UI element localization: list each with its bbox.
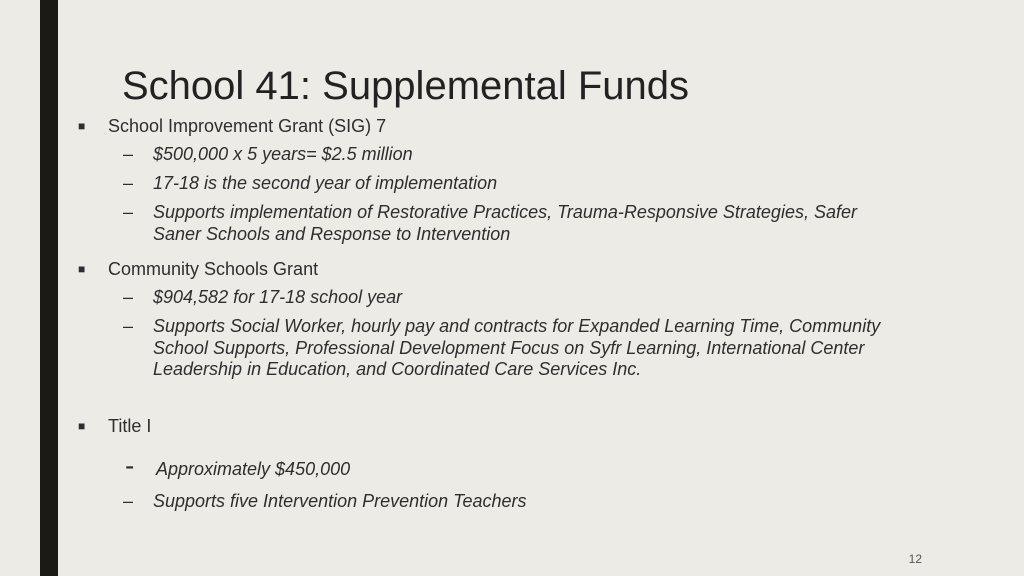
dash-bullet-icon: – xyxy=(123,144,134,164)
square-bullet-icon: ■ xyxy=(78,419,86,433)
dash-bullet-icon: – xyxy=(123,202,134,222)
dash-bullet-icon: – xyxy=(123,287,134,307)
dash-bullet-icon: - xyxy=(125,450,135,481)
dash-bullet-icon: – xyxy=(123,491,134,511)
square-bullet-icon: ■ xyxy=(78,119,86,133)
bullet-text: Title I xyxy=(108,416,152,436)
sub-item-text: $500,000 x 5 years= $2.5 million xyxy=(153,144,413,164)
sub-item-text: Supports five Intervention Prevention Teachers xyxy=(153,491,527,511)
sub-item-text: $904,582 for 17-18 school year xyxy=(153,287,403,307)
dash-bullet-icon: – xyxy=(123,173,134,193)
square-bullet-icon: ■ xyxy=(78,262,86,276)
left-accent-bar xyxy=(40,0,58,576)
sub-item-text: Supports Social Worker, hourly pay and contracts for Expanded Learning Time, Community School Supports, Professional Development Focus on Syfr Learning, International Center Leadership in Education, and Coordinated Care Services Inc. xyxy=(153,316,881,379)
slide-number: 12 xyxy=(908,552,922,566)
sub-item-text: Approximately $450,000 xyxy=(156,459,351,479)
sub-item-text: Supports implementation of Restorative Practices, Trauma-Responsive Strategies, Safer Saner Schools and Response to Intervention xyxy=(153,202,857,244)
slide-title: School 41: Supplemental Funds xyxy=(122,64,690,108)
dash-bullet-icon: – xyxy=(123,316,134,336)
bullet-text: Community Schools Grant xyxy=(108,259,319,279)
sub-item-text: 17-18 is the second year of implementation xyxy=(153,173,498,193)
bullet-text: School Improvement Grant (SIG) 7 xyxy=(108,116,387,136)
